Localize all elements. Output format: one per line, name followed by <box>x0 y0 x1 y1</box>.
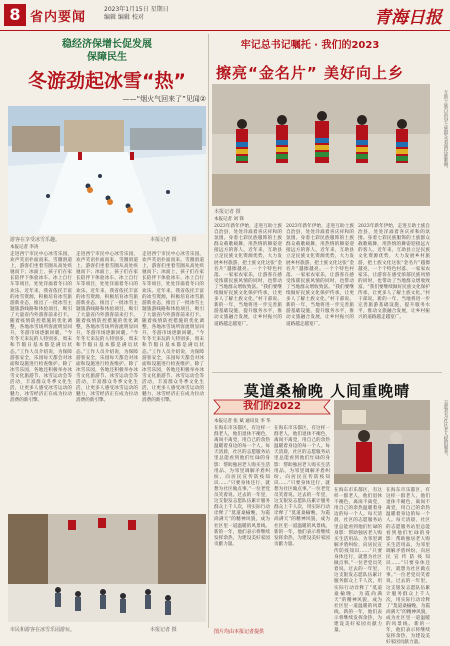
middle-photo-side-caption: 志愿者为社区老人提供服务。 <box>443 400 448 459</box>
newspaper-masthead: 青海日报 <box>374 8 442 28</box>
right-body-col1: 2023年新年伊始，走进互助土族自治县，处处洋溢着喜庆祥和的氛围。身着七彩民族服饰的土族群众载歌载舞，用热情的舞姿迎接远方的客人。近年来，互助县立足民族文化资源优势，大力发展乡村旅游，把土族文化这张“金名片”越擦越亮。一个个特色村落、一家家农家乐，让游客在感受浓郁民族风情的同时，也带动了当地群众增收致富。“我们要继续做好民族文化保护传承，让更多人了解土族文化。”村干部说。新的一年，当地将进一步完善旅游基础设施，提升服务水平，推动文旅融合发展，让乡村振兴的道路越走越宽广。 <box>214 224 282 327</box>
right-byline: 本报记者 刘 锋 <box>214 217 244 222</box>
middle-headline: 莫道桑榆晚 人间重晚晴 <box>243 382 411 400</box>
left-photo-caption: 游客在享受冰雪乐趣。 <box>10 237 61 243</box>
street-crowd-photo <box>8 514 206 622</box>
right-photo-credit: 本报记者 摄 <box>214 209 241 215</box>
middle-body-col4: 在海东市乐都区，有这样一群老人，他们退休不褪色，离岗不离党，用自己的余热温暖着身边的每一个人。每天清晨，社区的志愿服务站里总能看到他们忙碌的身影：帮助独居老人购买生活用品、为邻里调解矛盾纠纷、向居民宣传防疫知识……“只要身体还行，就想为社区做点事。”一位老党员笑着说。过去的一年里，这支银发志愿队伍累计服务群众上千人次，用实际行动诠释了“莫道桑榆晚，为霞尚满天”的精神风貌，成为社区里一道温暖的风景线。新的一年，他们表示将继续发挥余热，为建设美好家园贡献力量。 <box>386 488 430 646</box>
left-kicker-line2: 保障民生 <box>87 52 127 63</box>
column-divider <box>208 34 209 628</box>
issue-date-line: 2023年1月15日 星期日 <box>104 6 169 13</box>
banner-label: 我们的2022 <box>243 401 301 412</box>
page-number: 8 <box>4 4 26 26</box>
issue-editor-line: 编辑 编辑 校对 <box>104 14 144 21</box>
left-kicker-line1: 稳经济保增长促发展 <box>62 39 152 50</box>
left-subheadline: ——“烟火气回来了”见闻② <box>122 95 206 103</box>
left-photo2-credit: 本报记者 摄 <box>150 627 177 633</box>
right-body-col3: 2023年新年伊始，走进互助土族自治县，处处洋溢着喜庆祥和的氛围。身着七彩民族服饰的土族群众载歌载舞，用热情的舞姿迎接远方的客人。近年来，互助县立足民族文化资源优势，大力发展乡村旅游，把土族文化这张“金名片”越擦越亮。一个个特色村落、一家家农家乐，让游客在感受浓郁民族风情的同时，也带动了当地群众增收致富。“我们要继续做好民族文化保护传承，让更多人了解土族文化。”村干部说。新的一年，当地将进一步完善旅游基础设施，提升服务水平，推动文旅融合发展，让乡村振兴的道路越走越宽广。 <box>358 224 430 321</box>
left-photo-credit: 本报记者 摄 <box>150 237 177 243</box>
issue-date <box>104 6 169 22</box>
left-kicker <box>8 38 206 64</box>
middle-body-col2: 在海东市乐都区，有这样一群老人，他们退休不褪色，离岗不离党，用自己的余热温暖着身边的每一个人。每天清晨，社区的志愿服务站里总能看到他们忙碌的身影：帮助独居老人购买生活用品、为邻里调解矛盾纠纷、向居民宣传防疫知识……“只要身体还行，就想为社区做点事。”一位老党员笑着说。过去的一年里，这支银发志愿队伍累计服务群众上千人次，用实际行动诠释了“莫道桑榆晚，为霞尚满天”的精神风貌，成为社区里一道温暖的风景线。新的一年，他们表示将继续发挥余热，为建设美好家园贡献力量。 <box>274 426 330 547</box>
middle-body-col1: 在海东市乐都区，有这样一群老人，他们退休不褪色，离岗不离党，用自己的余热温暖着身边的每一个人。每天清晨，社区的志愿服务站里总能看到他们忙碌的身影：帮助独居老人购买生活用品、为邻里调解矛盾纠纷、向居民宣传防疫知识……“只要身体还行，就想为社区做点事。”一位老党员笑着说。过去的一年里，这支银发志愿队伍累计服务群众上千人次，用实际行动诠释了“莫道桑榆晚，为霞尚满天”的精神风貌，成为社区里一道温暖的风景线。新的一年，他们表示将继续发挥余热，为建设美好家园贡献力量。 <box>214 426 270 547</box>
winter-park-photo <box>8 106 206 234</box>
middle-byline: 本报记者 张 斌 通讯员 李 华 <box>214 419 271 424</box>
page-header <box>0 0 450 31</box>
right-headline: 擦亮“金名片” 美好向上乡 <box>216 64 404 82</box>
dancers-photo <box>212 84 430 206</box>
page-footer-note: 图片均由本报记者提供 <box>214 629 265 635</box>
left-body-col2: 走进西宁市民中心冰雪乐园，欢声笑语扑面而来。雪圈滑道上，游客们坐着雪圈从高处疾驰而下；冰面上，孩子们在家长陪伴下体验冰车、冰上自行车等项目，处处洋溢着冬日的欢乐。近年来，我省依托丰富的冰雪资源，积极培育冰雪旅游新业态，推出了一批冰雪主题旅游线路和体验项目，吸引了大量省内外游客前来打卡。随着疫情防控措施的优化调整，各地冰雪场所客流明显回升，冬游市场逐渐回暖。“今年冬天来玩的人特别多，周末和节假日基本都是满员状态。”工作人员介绍说，为保障游客安全，乐园每天都会对冰面和设施进行检查维护。除了冰雪乐园，各地还积极举办冰雪文化旅游节、冰雪运动会等活动，丰富群众冬季文化生活，让更多人感受冰雪运动的魅力，冰雪经济正在成为拉动消费的新引擎。 <box>76 252 138 404</box>
left-body-col3: 走进西宁市民中心冰雪乐园，欢声笑语扑面而来。雪圈滑道上，游客们坐着雪圈从高处疾驰而下；冰面上，孩子们在家长陪伴下体验冰车、冰上自行车等项目，处处洋溢着冬日的欢乐。近年来，我省依托丰富的冰雪资源，积极培育冰雪旅游新业态，推出了一批冰雪主题旅游线路和体验项目，吸引了大量省内外游客前来打卡。随着疫情防控措施的优化调整，各地冰雪场所客流明显回升，冬游市场逐渐回暖。“今年冬天来玩的人特别多，周末和节假日基本都是满员状态。”工作人员介绍说，为保障游客安全，乐园每天都会对冰面和设施进行检查维护。除了冰雪乐园，各地还积极举办冰雪文化旅游节、冰雪运动会等活动，丰富群众冬季文化生活，让更多人感受冰雪运动的魅力，冰雪经济正在成为拉动消费的新引擎。 <box>142 252 204 404</box>
elderly-volunteers-photo <box>334 400 430 484</box>
middle-body-col3: 在海东市乐都区，有这样一群老人，他们退休不褪色，离岗不离党，用自己的余热温暖着身边的每一个人。每天清晨，社区的志愿服务站里总能看到他们忙碌的身影：帮助独居老人购买生活用品、为邻里调解矛盾纠纷、向居民宣传防疫知识……“只要身体还行，就想为社区做点事。”一位老党员笑着说。过去的一年里，这支银发志愿队伍累计服务群众上千人次，用实际行动诠释了“莫道桑榆晚，为霞尚满天”的精神风貌，成为社区里一道温暖的风景线。新的一年，他们表示将继续发挥余热，为建设美好家园贡献力量。 <box>334 488 382 634</box>
left-headline: 冬游劲起冰雪“热” <box>28 70 186 92</box>
right-photo-side-caption: 互助土族自治县土族群众表演民族歌舞。 <box>443 90 448 171</box>
right-body-col2: 2023年新年伊始，走进互助土族自治县，处处洋溢着喜庆祥和的氛围。身着七彩民族服饰的土族群众载歌载舞，用热情的舞姿迎接远方的客人。近年来，互助县立足民族文化资源优势，大力发展乡村旅游，把土族文化这张“金名片”越擦越亮。一个个特色村落、一家家农家乐，让游客在感受浓郁民族风情的同时，也带动了当地群众增收致富。“我们要继续做好民族文化保护传承，让更多人了解土族文化。”村干部说。新的一年，当地将进一步完善旅游基础设施，提升服务水平，推动文旅融合发展，让乡村振兴的道路越走越宽广。 <box>286 224 354 327</box>
right-kicker: 牢记总书记嘱托 · 我们的2023 <box>240 40 380 51</box>
section-title: 省内要闻 <box>30 10 87 25</box>
left-body-col1: 走进西宁市民中心冰雪乐园，欢声笑语扑面而来。雪圈滑道上，游客们坐着雪圈从高处疾驰而下；冰面上，孩子们在家长陪伴下体验冰车、冰上自行车等项目，处处洋溢着冬日的欢乐。近年来，我省依托丰富的冰雪资源，积极培育冰雪旅游新业态，推出了一批冰雪主题旅游线路和体验项目，吸引了大量省内外游客前来打卡。随着疫情防控措施的优化调整，各地冰雪场所客流明显回升，冬游市场逐渐回暖。“今年冬天来玩的人特别多，周末和节假日基本都是满员状态。”工作人员介绍说，为保障游客安全，乐园每天都会对冰面和设施进行检查维护。除了冰雪乐园，各地还积极举办冰雪文化旅游节、冰雪运动会等活动，丰富群众冬季文化生活，让更多人感受冰雪运动的魅力，冰雪经济正在成为拉动消费的新引擎。 <box>10 252 72 404</box>
left-photo2-caption: 市民和游客在冰雪乐园游玩。 <box>10 627 76 633</box>
left-byline: 本报记者 李涛 <box>10 245 39 250</box>
section-divider <box>212 372 442 373</box>
